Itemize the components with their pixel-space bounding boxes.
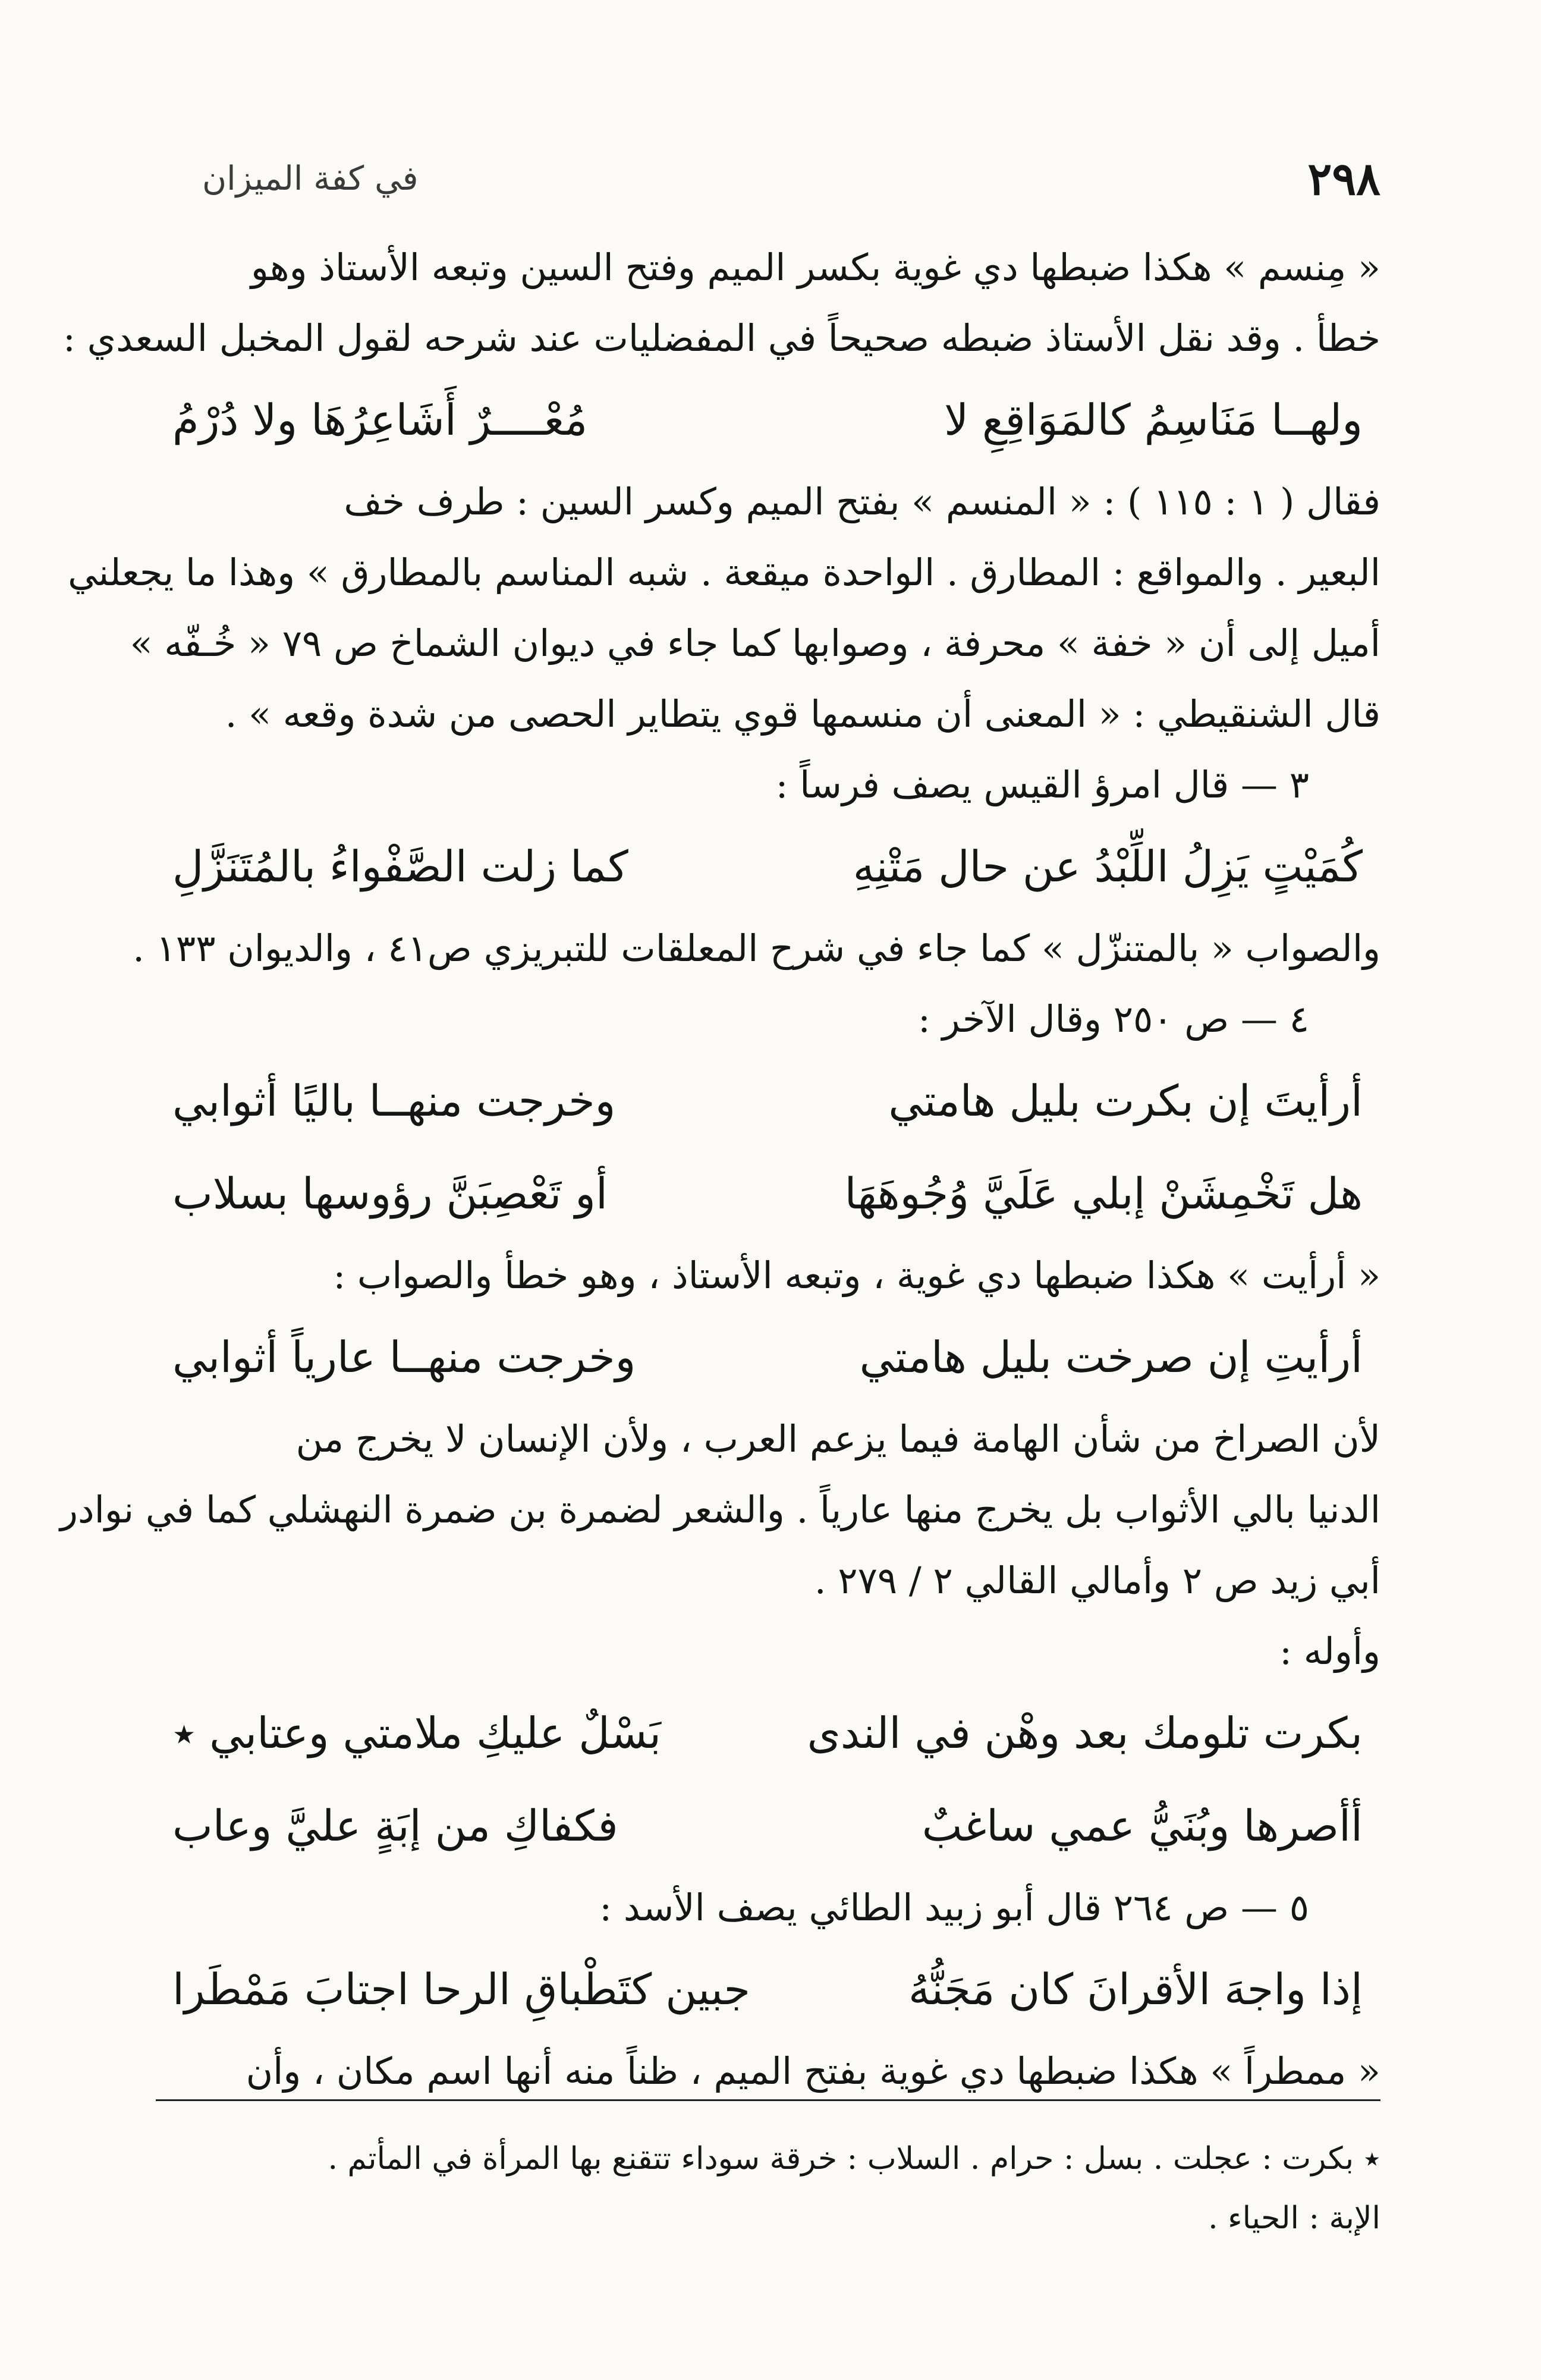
footnote-divider xyxy=(156,2099,1380,2101)
verse-line xyxy=(155,820,1380,913)
verse-line xyxy=(155,1147,1380,1240)
verse-first-hemistich: ولهــا مَنَاسِمُ كالمَوَاقِعِ لا xyxy=(944,395,1363,445)
verse-second-hemistich: وخرجت منهــا باليًا أثوابي xyxy=(172,1076,616,1126)
text-line: « ممطراً » هكذا ضبطها دي غوية بفتح الميم ، ظناً منه أنها اسم مكان ، وأن xyxy=(246,2049,1380,2093)
text-line: ٤ — ص ٢٥٠ وقال الآخر : xyxy=(918,997,1309,1041)
text-line: ٥ — ص ٢٦٤ قال أبو زبيد الطائي يصف الأسد : xyxy=(599,1886,1309,1929)
text-line: فقال ( ١ : ١١٥ ) : « المنسم » بفتح الميم وكسر السين : طرف خف xyxy=(344,480,1380,523)
verse-line xyxy=(155,1054,1380,1147)
verse-first-hemistich: أأصرها وبُنَيُّ عمي ساغبٌ xyxy=(922,1801,1363,1851)
text-line: قال الشنقيطي : « المعنى أن منسمها قوي يتطاير الحصى من شدة وقعه » . xyxy=(225,692,1380,736)
text-line: « أرأيت » هكذا ضبطها دي غوية ، وتبعه الأستاذ ، وهو خطأ والصواب : xyxy=(333,1254,1380,1297)
verse-line xyxy=(155,1311,1380,1403)
verse-first-hemistich: أرأيتِ إن صرخت بليل هامتي xyxy=(859,1332,1363,1382)
text-line: لأن الصراخ من شأن الهامة فيما يزعم العرب ، ولأن الإنسان لا يخرج من xyxy=(295,1417,1380,1461)
verse-second-hemistich: أو تَعْصِبَنَّ رؤوسها بسلاب xyxy=(172,1169,608,1219)
text-line: خطأ . وقد نقل الأستاذ ضبطه صحيحاً في المفضليات عند شرحه لقول المخبل السعدي : xyxy=(62,316,1380,360)
verse-second-hemistich: كما زلت الصَّفْواءُ بالمُتَنَزَّلِ xyxy=(172,842,628,891)
verse-second-hemistich: فكفاكِ من إبَةٍ عليَّ وعاب xyxy=(172,1801,618,1851)
verse-second-hemistich: مُعْــــرٌ أَشَاعِرُهَا ولا دُرْمُ xyxy=(172,395,588,445)
verse-first-hemistich: بكرت تلومك بعد وهْن في الندى xyxy=(807,1708,1363,1758)
text-line: البعير . والمواقع : المطارق . الواحدة ميقعة . شبه المناسم بالمطارق » وهذا ما يجعلني xyxy=(68,551,1380,594)
footnote-line: الإبة : الحياء . xyxy=(1208,2200,1380,2236)
verse-first-hemistich: هل تَخْمِشَنْ إبلي عَلَيَّ وُجُوهَهَا xyxy=(844,1169,1363,1219)
verse-second-hemistich: جبين كتَطْباقِ الرحا اجتابَ مَمْطَرا xyxy=(172,1964,750,2014)
page-header xyxy=(202,137,1380,220)
page-body xyxy=(60,232,1380,2106)
verse-first-hemistich: أرأيتَ إن بكرت بليل هامتي xyxy=(888,1076,1363,1126)
verse-second-hemistich: وخرجت منهــا عارياً أثوابي xyxy=(172,1332,636,1382)
verse-line xyxy=(155,1779,1380,1872)
running-title: في كفة الميزان xyxy=(202,159,419,198)
verse-line xyxy=(155,1943,1380,2036)
verse-line xyxy=(155,373,1380,466)
text-line: أبي زيد ص ٢ وأمالي القالي ٢ / ٢٧٩ . xyxy=(814,1559,1380,1602)
text-line: الدنيا بالي الأثواب بل يخرج منها عارياً . والشعر لضمرة بن ضمرة النهشلي كما في نوادر xyxy=(60,1488,1380,1531)
verse-second-hemistich: بَسْلٌ عليكِ ملامتي وعتابي ٭ xyxy=(172,1708,662,1758)
text-line: والصواب « بالمتنزّل » كما جاء في شرح المعلقات للتبريزي ص٤١ ، والديوان ١٣٣ . xyxy=(133,927,1380,970)
verse-first-hemistich: إذا واجهَ الأقرانَ كان مَجَنُّهُ xyxy=(908,1964,1363,2014)
verse-line xyxy=(155,1687,1380,1779)
text-line: وأوله : xyxy=(1279,1629,1380,1673)
footnote xyxy=(155,2129,1380,2248)
text-line: ٣ — قال امرؤ القيس يصف فرساً : xyxy=(775,763,1309,806)
footnote-line: ٭ بكرت : عجلت . بسل : حرام . السلاب : خرقة سوداء تتقنع بها المرأة في المأتم . xyxy=(328,2141,1380,2177)
verse-first-hemistich: كُمَيْتٍ يَزِلُ اللِّبْدُ عن حال مَتْنِهِ xyxy=(853,842,1363,891)
text-line: أميل إلى أن « خفة » محرفة ، وصوابها كما جاء في ديوان الشماخ ص ٧٩ « خُـفّه » xyxy=(130,621,1380,665)
text-line: « مِنسم » هكذا ضبطها دي غوية بكسر الميم وفتح السين وتبعه الأستاذ وهو xyxy=(250,246,1380,289)
page-number: ٢٩٨ xyxy=(1307,152,1380,205)
